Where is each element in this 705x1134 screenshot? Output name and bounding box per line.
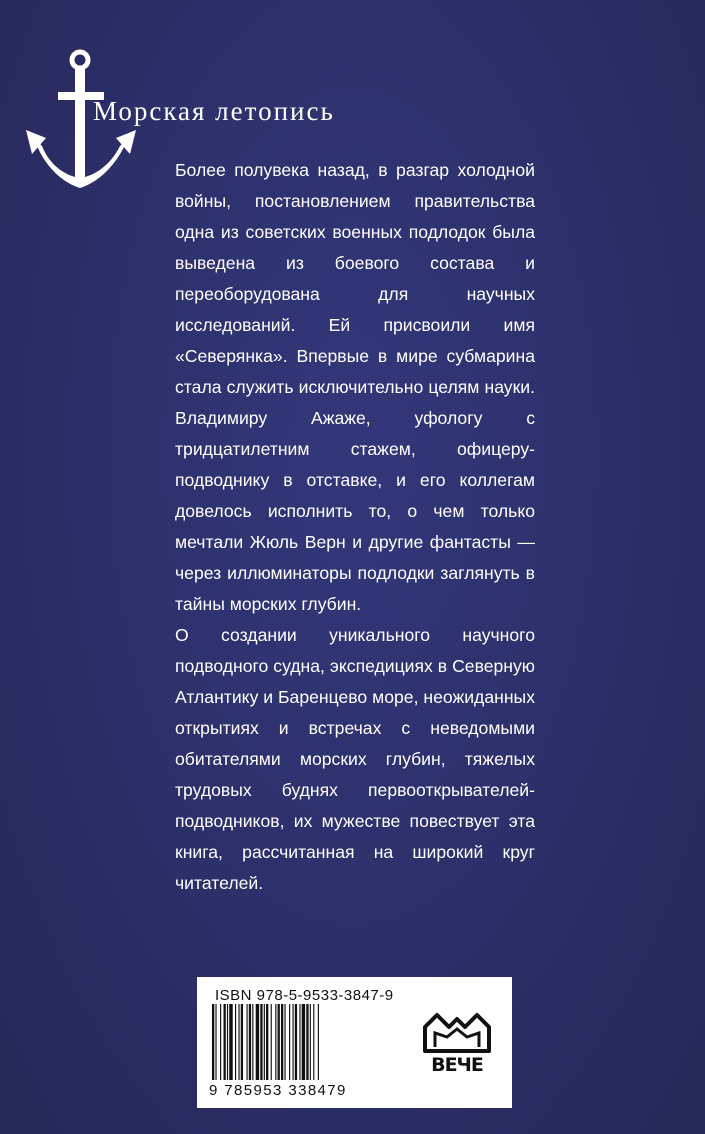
barcode-bar xyxy=(252,1004,253,1080)
publisher-logo-text: ВЕЧЕ xyxy=(431,1054,483,1076)
barcode-bar xyxy=(256,1004,259,1080)
barcode-bar xyxy=(220,1004,221,1080)
barcode-bar xyxy=(293,1004,294,1080)
barcode-bar xyxy=(227,1004,228,1080)
barcode-bar xyxy=(310,1004,311,1080)
barcode-bar xyxy=(295,1004,297,1080)
barcode-bar xyxy=(238,1004,239,1080)
annotation-paragraph: О создании уникального научного подводного судна, экспедициях в Северную Атлантику и Баренцево море, неожиданных открытиях и встречах с неведомыми обитателями морских глубин, тяжелых трудовых буднях первооткрывателей-подводников, их мужестве повествует эта книга, рассчитанная на широкий круг читателей. xyxy=(175,625,535,893)
annotation-text xyxy=(175,155,535,899)
barcode-bar xyxy=(224,1004,226,1080)
barcode-bar xyxy=(247,1004,248,1080)
barcode-bar xyxy=(318,1004,319,1080)
barcode-bar xyxy=(275,1004,276,1080)
barcode-bar xyxy=(212,1004,214,1080)
barcode-bar xyxy=(241,1004,243,1080)
barcode-bar xyxy=(271,1004,272,1080)
annotation-paragraph: Более полувека назад, в разгар холодной войны, постановлением правительства одна из советских военных подлодок была выведена из боевого состава и переоборудована для научных исследований. Ей присвоили имя «Северянка». Впервые в мире субмарина стала служить исключительно целям науки. Владимиру Ажаже, уфологу с тридцатилетним стажем, офицеру-подводнику в отставке, и его коллегам довелось исполнить то, о чем только мечтали Жюль Верн и другие фантасты — через иллюминаторы подлодки заглянуть в тайны морских глубин. xyxy=(175,160,535,614)
barcode-digits: 9 785953 338479 xyxy=(209,1082,347,1099)
barcode-bar xyxy=(235,1004,236,1080)
isbn-label: ISBN 978-5-9533-3847-9 xyxy=(215,987,394,1004)
barcode-bar xyxy=(306,1004,308,1080)
barcode-panel xyxy=(197,977,512,1108)
barcode xyxy=(210,1004,410,1088)
barcode-bar xyxy=(249,1004,251,1080)
barcode-bar xyxy=(264,1004,265,1080)
series-title: Морская летопись xyxy=(93,96,335,126)
barcode-bar xyxy=(299,1004,300,1080)
barcode-bar xyxy=(302,1004,305,1080)
barcode-bar xyxy=(313,1004,314,1080)
barcode-bar xyxy=(278,1004,280,1080)
barcode-bar xyxy=(281,1004,283,1080)
barcode-bar xyxy=(284,1004,285,1080)
barcode-bar xyxy=(260,1004,262,1080)
barcode-bar xyxy=(215,1004,216,1080)
barcode-bar xyxy=(229,1004,232,1080)
barcode-bar xyxy=(289,1004,290,1080)
barcode-bar xyxy=(266,1004,268,1080)
